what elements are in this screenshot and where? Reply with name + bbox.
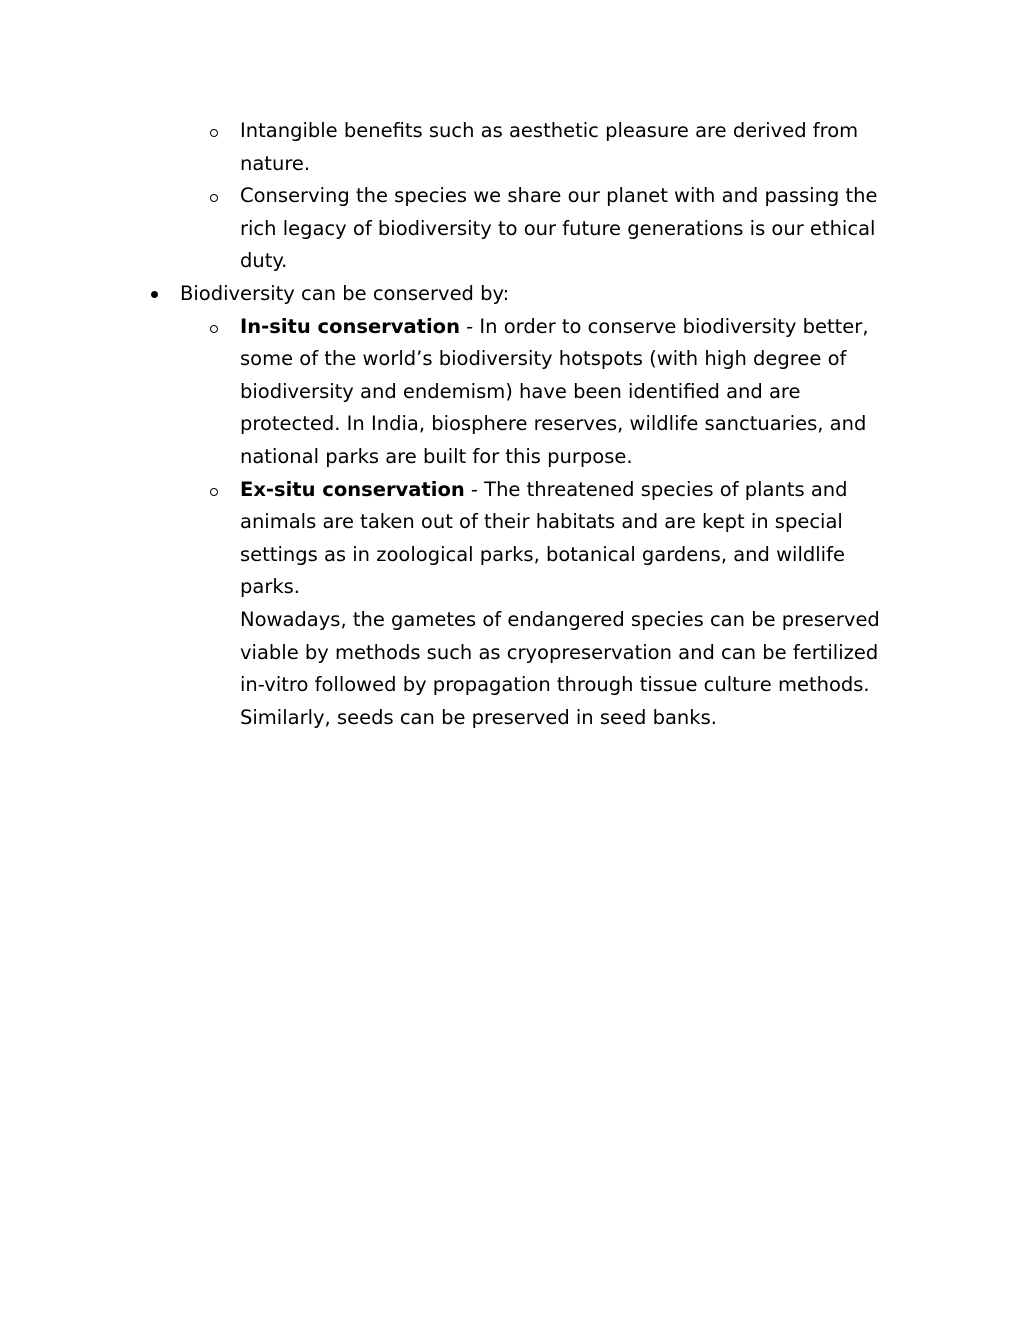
list-item [0, 474, 900, 735]
circle-bullet-icon [210, 194, 218, 202]
list-item [0, 311, 900, 474]
disc-bullet-icon [151, 291, 158, 298]
document-page [0, 115, 1020, 734]
paragraph: Nowadays, the gametes of endangered species can be preserved viable by methods such as cryopreservation and can be fertilized in-vitro followed by propagation through tissue culture methods. Similarly, seeds can be preserved in seed banks. [240, 607, 880, 729]
list-item-text: - The threatened species of plants and animals are taken out of their habitats and are kept in special settings as in zoological parks, botanical gardens, and wildlife parks. [240, 477, 848, 599]
list-item [0, 115, 900, 180]
term-ex-situ: Ex-situ conservation [240, 477, 465, 501]
list-item [0, 180, 900, 278]
list-item-text: - In order to conserve biodiversity better, some of the world’s biodiversity hotspots (with high degree of biodiversity and endemism) have been identified and are protected. In India, biosphere reserves, wildlife sanctuaries, and national parks are built for this purpose. [240, 314, 869, 468]
list-item [0, 278, 900, 311]
circle-bullet-icon [210, 488, 218, 496]
term-in-situ: In-situ conservation [240, 314, 460, 338]
list-item-text: Biodiversity can be conserved by: [180, 281, 510, 305]
list-item-text: Intangible benefits such as aesthetic pleasure are derived from nature. [240, 119, 859, 175]
circle-bullet-icon [210, 129, 218, 137]
circle-bullet-icon [210, 325, 218, 333]
list-item-text: Conserving the species we share our planet with and passing the rich legacy of biodiversity to our future generations is our ethical duty. [240, 184, 878, 273]
